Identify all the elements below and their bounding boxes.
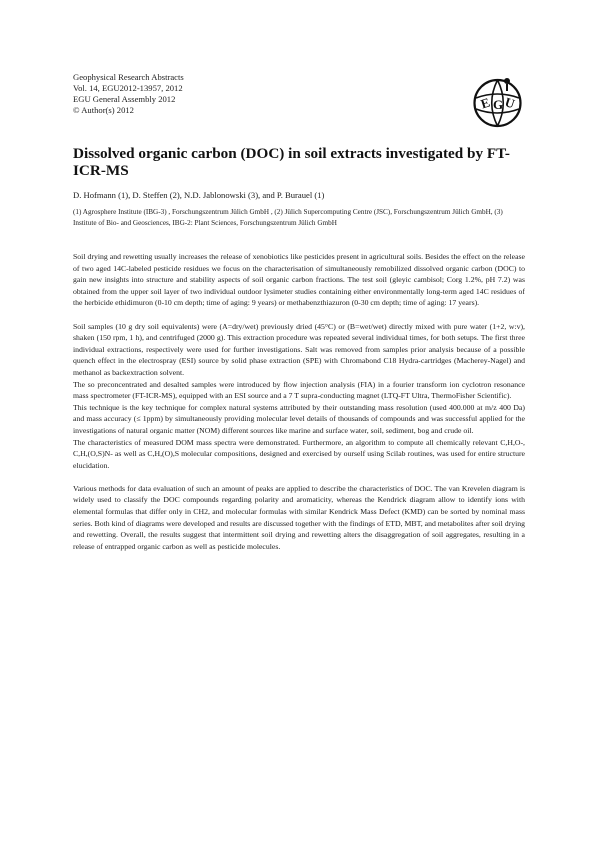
journal-header <box>73 72 184 116</box>
paragraph-2: Soil samples (10 g dry soil equivalents) were (A=dry/wet) previously dried (45°C) or (B=wet/wet) directly mixed with pure water (1+2, w:v), shaken (150 rpm, 1 h), and centrifuged (2000 g). This extraction procedure was repeated several individual times, for both setups. The first three individual extractions, respectively were used for further investigations. Salt was removed from samples prior analysis because of a possible quench effect in the electrospray (ESI) source by solid phase extraction (SPE) with Chromabond C18 Hydra-cartridges (Macherey-Nagel) and methanol as backextraction solvent. <box>73 321 525 377</box>
paragraph-4: This technique is the key technique for complex natural systems attributed by their outstanding mass resolution (used 400.000 at m/z 400 Da) and mass accuracy (≤ 1ppm) by simultaneously providing molecular level details of thousands of compounds and was successful applied for the investigations of natural organic matter (NOM) different sources like marine and surface water, soil, sediment, bog and crude oil. <box>73 402 525 435</box>
journal-name: Geophysical Research Abstracts <box>73 72 184 82</box>
svg-text:E: E <box>478 94 492 112</box>
author-list: D. Hofmann (1), D. Steffen (2), N.D. Jablonowski (3), and P. Burauel (1) <box>73 190 325 200</box>
abstract-body <box>73 251 525 552</box>
paper-title: Dissolved organic carbon (DOC) in soil extracts investigated by FT-ICR-MS <box>73 145 510 179</box>
svg-text:G: G <box>493 97 504 112</box>
paragraph-5: The characteristics of measured DOM mass spectra were demonstrated. Furthermore, an algorithm to compute all chemically relevant C,H,O-, C,H,(O,S)N- as well as C,H,(O),S molecular compositions, designed and exercised by ourself using Scilab routines, was used for entire structure elucidation. <box>73 437 525 470</box>
paragraph-1: Soil drying and rewetting usually increases the release of xenobiotics like pesticides present in agricultural soils. Besides the effect on the release of two aged 14C-labeled pesticide residues we focus on the characterisation of simultaneously remobilized dissolved organic carbon (DOC) to gain new insights into structure and stability aspects of soil organic carbon fractions. The test soil (gleyic cambisol; Corg 1.2%, pH 7.2) was obtained from the upper soil layer of two individual outdoor lysimeter studies containing either environmentally long-term aged 14C residues of the herbicide ethidimuron (0-10 cm depth; time of aging: 9 years) or methabenzthiazuron (0-30 cm depth; time of aging: 17 years). <box>73 252 525 308</box>
copyright-line: © Author(s) 2012 <box>73 105 134 115</box>
affiliations: (1) Agrosphere Institute (IBG-3) , Forschungszentrum Jülich GmbH , (2) Jülich Supercomputing Centre (JSC), Forschungszentrum Jülich GmbH, (3) Institute of Bio- and Geosciences, IBG-2: Plant Sciences, Forschungszentrum Jülich GmbH <box>73 208 503 227</box>
assembly-name: EGU General Assembly 2012 <box>73 94 176 104</box>
egu-logo-icon <box>470 74 525 129</box>
svg-text:U: U <box>503 94 517 112</box>
volume-info: Vol. 14, EGU2012-13957, 2012 <box>73 83 183 93</box>
paragraph-6: Various methods for data evaluation of such an amount of peaks are applied to describe the characteristics of DOC. The van Krevelen diagram is widely used to classify the DOC compounds regarding polarity and aromaticity, whereas the Kendrick diagram allow to identify ions with elemental formulas that differ only in CH2, and molecular formulas with similar Kendrick Mass Defect (KMD) can be sorted by nominal mass series. Both kind of diagrams were developed and results are discussed together with the findings of ETD, MBT, and metabolites after soil drying and rewetting. Overall, the results suggest that intermittent soil drying and rewetting alters the disaggregation of soil aggregates, resulting in a release of entrapped organic carbon as well as pesticide molecules. <box>73 483 525 551</box>
paragraph-3: The so preconcentrated and desalted samples were introduced by flow injection analysis (FIA) in a fourier transform ion cyclotron resonance mass spectrometer (FT-ICR-MS), equipped with an ESI source and a 7 T supra-conducting magnet (LTQ-FT Ultra, ThermoFisher Scientific). <box>73 379 525 401</box>
